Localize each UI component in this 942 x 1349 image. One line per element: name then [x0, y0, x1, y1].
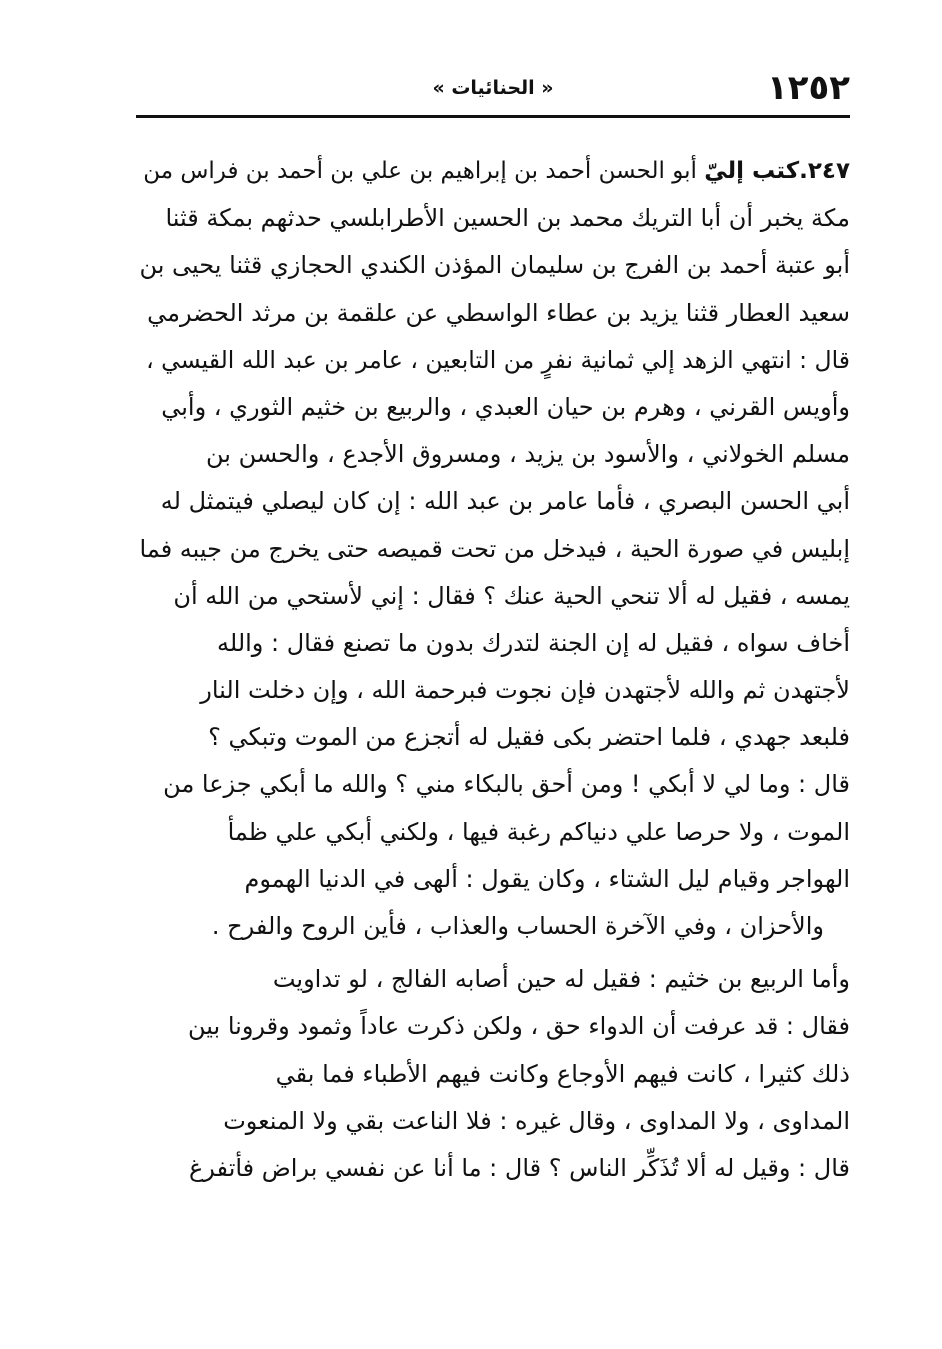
text-line: قال : انتهي الزهد إلي ثمانية نفرٍ من التابعين ، عامر بن عبد الله القيسي ،: [146, 345, 850, 374]
text-line: الموت ، ولا حرصا علي دنياكم رغبة فيها ، ولكني أبكي علي ظمأ: [227, 817, 850, 846]
entry-lead: كتب إليّ: [704, 158, 800, 184]
text-line: أبي الحسن البصري ، فأما عامر بن عبد الله : إن كان ليصلي فيتمثل له: [160, 487, 850, 516]
page-body: [136, 148, 850, 1192]
text-line: مكة يخبر أن أبا التريك محمد بن الحسين الأطرابلسي حدثهم بمكة قثنا: [165, 204, 850, 233]
text-line: إبليس في صورة الحية ، فيدخل من تحت قميصه حتى يخرج من جيبه فما: [139, 534, 850, 563]
text-line: لأجتهدن ثم والله لأجتهدن فإن نجوت فبرحمة الله ، وإن دخلت النار: [200, 676, 850, 705]
text-line: [136, 148, 850, 195]
text-line: وأويس القرني ، وهرم بن حيان العبدي ، والربيع بن خثيم الثوري ، وأبي: [161, 392, 850, 421]
text-line: فلبعد جهدي ، فلما احتضر بكى فقيل له أتجزع من الموت وتبكي ؟: [208, 723, 850, 752]
page-number: ١٢٥٢: [766, 68, 850, 108]
text-line: المداوى ، ولا المداوى ، وقال غيره : فلا الناعت بقي ولا المنعوت: [223, 1106, 850, 1135]
text-line: ذلك كثيرا ، كانت فيهم الأوجاع وكانت فيهم الأطباء فما بقي: [275, 1059, 850, 1088]
text-line: أخاف سواه ، فقيل له إن الجنة لتدرك بدون ما تصنع فقال : والله: [217, 628, 850, 657]
text-line: الهواجر وقيام ليل الشتاء ، وكان يقول : ألهى في الدنيا الهموم: [244, 864, 850, 893]
entry-number: ٢٤٧.: [799, 158, 850, 184]
header-rule: [136, 115, 850, 118]
line-text: أبو الحسن أحمد بن إبراهيم بن علي بن أحمد بن فراس من: [143, 158, 697, 184]
text-line: سعيد العطار قثنا يزيد بن عطاء الواسطي عن علقمة بن مرثد الحضرمي: [147, 298, 850, 327]
text-line: أبو عتبة أحمد بن الفرج بن سليمان المؤذن الكندي الحجازي قثنا يحيى بن: [139, 251, 850, 280]
text-line: يمسه ، فقيل له ألا تنحي الحية عنك ؟ فقال : إني لأستحي من الله أن: [173, 581, 850, 610]
text-line: قال : وما لي لا أبكي ! ومن أحق بالبكاء مني ؟ والله ما أبكي جزعا من: [163, 770, 850, 799]
running-title: « الحنائيات »: [432, 77, 554, 99]
page-header: [136, 66, 850, 110]
text-line: مسلم الخولاني ، والأسود بن يزيد ، ومسروق الأجدع ، والحسن بن: [206, 440, 850, 469]
text-line: قال : وقيل له ألا تُذَكِّر الناس ؟ قال : ما أنا عن نفسي براض فأتفرغ: [188, 1153, 850, 1182]
text-line: فقال : قد عرفت أن الدواء حق ، ولكن ذكرت عاداً وثمود وقرونا بين: [188, 1012, 850, 1041]
text-line: وأما الربيع بن خثيم : فقيل له حين أصابه الفالج ، لو تداويت: [272, 965, 850, 994]
text-line: والأحزان ، وفي الآخرة الحساب والعذاب ، فأين الروح والفرح .: [211, 912, 824, 940]
